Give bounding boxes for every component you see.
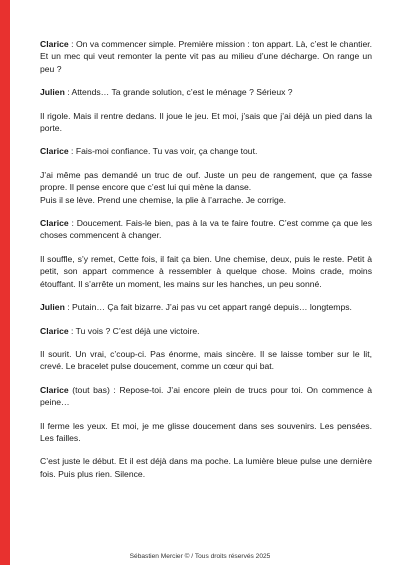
dialogue-paragraph [40,325,372,337]
copyright-footer: Sébastien Mercier © / Tous droits réservés 2025 [129,553,271,560]
narration-paragraph [40,110,372,135]
paragraph-text: Il rigole. Mais il rentre dedans. Il joue le jeu. Et moi, j’sais que j’ai déjà un pied dans la porte. [40,110,372,134]
speaker-name: Clarice [40,146,69,157]
paragraph-text: Il ferme les yeux. Et moi, je me glisse doucement dans ses souvenirs. Les pensées. Les failles. [40,420,372,443]
paragraph-text: Il souffle, s’y remet, Cette fois, il fait ça bien. Une chemise, deux, puis le reste. Petit à petit, son appart commence à ressembler à quelque chose. Moins crade, moins étouffant. Il s’arrête un moment, les mains sur les hanches, un peu sonné. [40,253,372,289]
paragraph-text: : Fais-moi confiance. Tu vas voir, ça change tout. [68,146,258,157]
dialogue-paragraph [40,86,372,98]
paragraph-text: : Attends… Ta grande solution, c’est le ménage ? Sérieux ? [64,87,293,98]
paragraph-text: C’est juste le début. Et il est déjà dans ma poche. La lumière bleue pulse une dernière fois. Puis plus rien. Silence. [40,456,372,479]
narration-paragraph [40,169,372,206]
dialogue-paragraph [40,217,372,242]
speaker-name: Clarice [40,384,69,395]
document-body [40,38,372,491]
paragraph-text: J’ai même pas demandé un truc de ouf. Juste un peu de rangement, que ça fasse propre. Il pense encore que c’est lui qui mène la danse. Puis il se lève. Prend une chemise, la plie à l’arrache. Je corrige. [40,169,372,205]
dialogue-paragraph [40,145,372,157]
speaker-name: Clarice [40,218,69,229]
red-margin-bar [0,0,10,565]
dialogue-paragraph [40,384,372,409]
narration-paragraph [40,455,372,480]
narration-paragraph [40,348,372,373]
paragraph-text: : On va commencer simple. Première mission : ton appart. Là, c’est le chantier. Et un mec qui veut remonter la pente vit pas au milieu d’une décharge. On range un peu ? [40,39,372,74]
narration-paragraph [40,420,372,445]
speaker-name: Clarice [40,325,69,336]
dialogue-paragraph [40,38,372,75]
dialogue-paragraph [40,301,372,313]
speaker-name: Julien [40,302,65,313]
speaker-name: Clarice [40,39,69,49]
paragraph-text: (tout bas) : Repose-toi. J’ai encore plein de trucs pour toi. On commence à peine… [40,384,372,408]
paragraph-text: Il sourit. Un vrai, c’coup-ci. Pas énorme, mais sincère. Il se laisse tomber sur le lit, crevé. Le bracelet pulse doucement, comme un cœur qui bat. [40,348,372,372]
narration-paragraph [40,253,372,290]
paragraph-text: : Doucement. Fais-le bien, pas à la va te faire foutre. C’est comme ça que les choses commencent à changer. [40,218,372,241]
speaker-name: Julien [40,87,65,98]
paragraph-text: : Putain… Ça fait bizarre. J’ai pas vu cet appart rangé depuis… longtemps. [64,302,352,313]
paragraph-text: : Tu vois ? C’est déjà une victoire. [68,325,200,336]
